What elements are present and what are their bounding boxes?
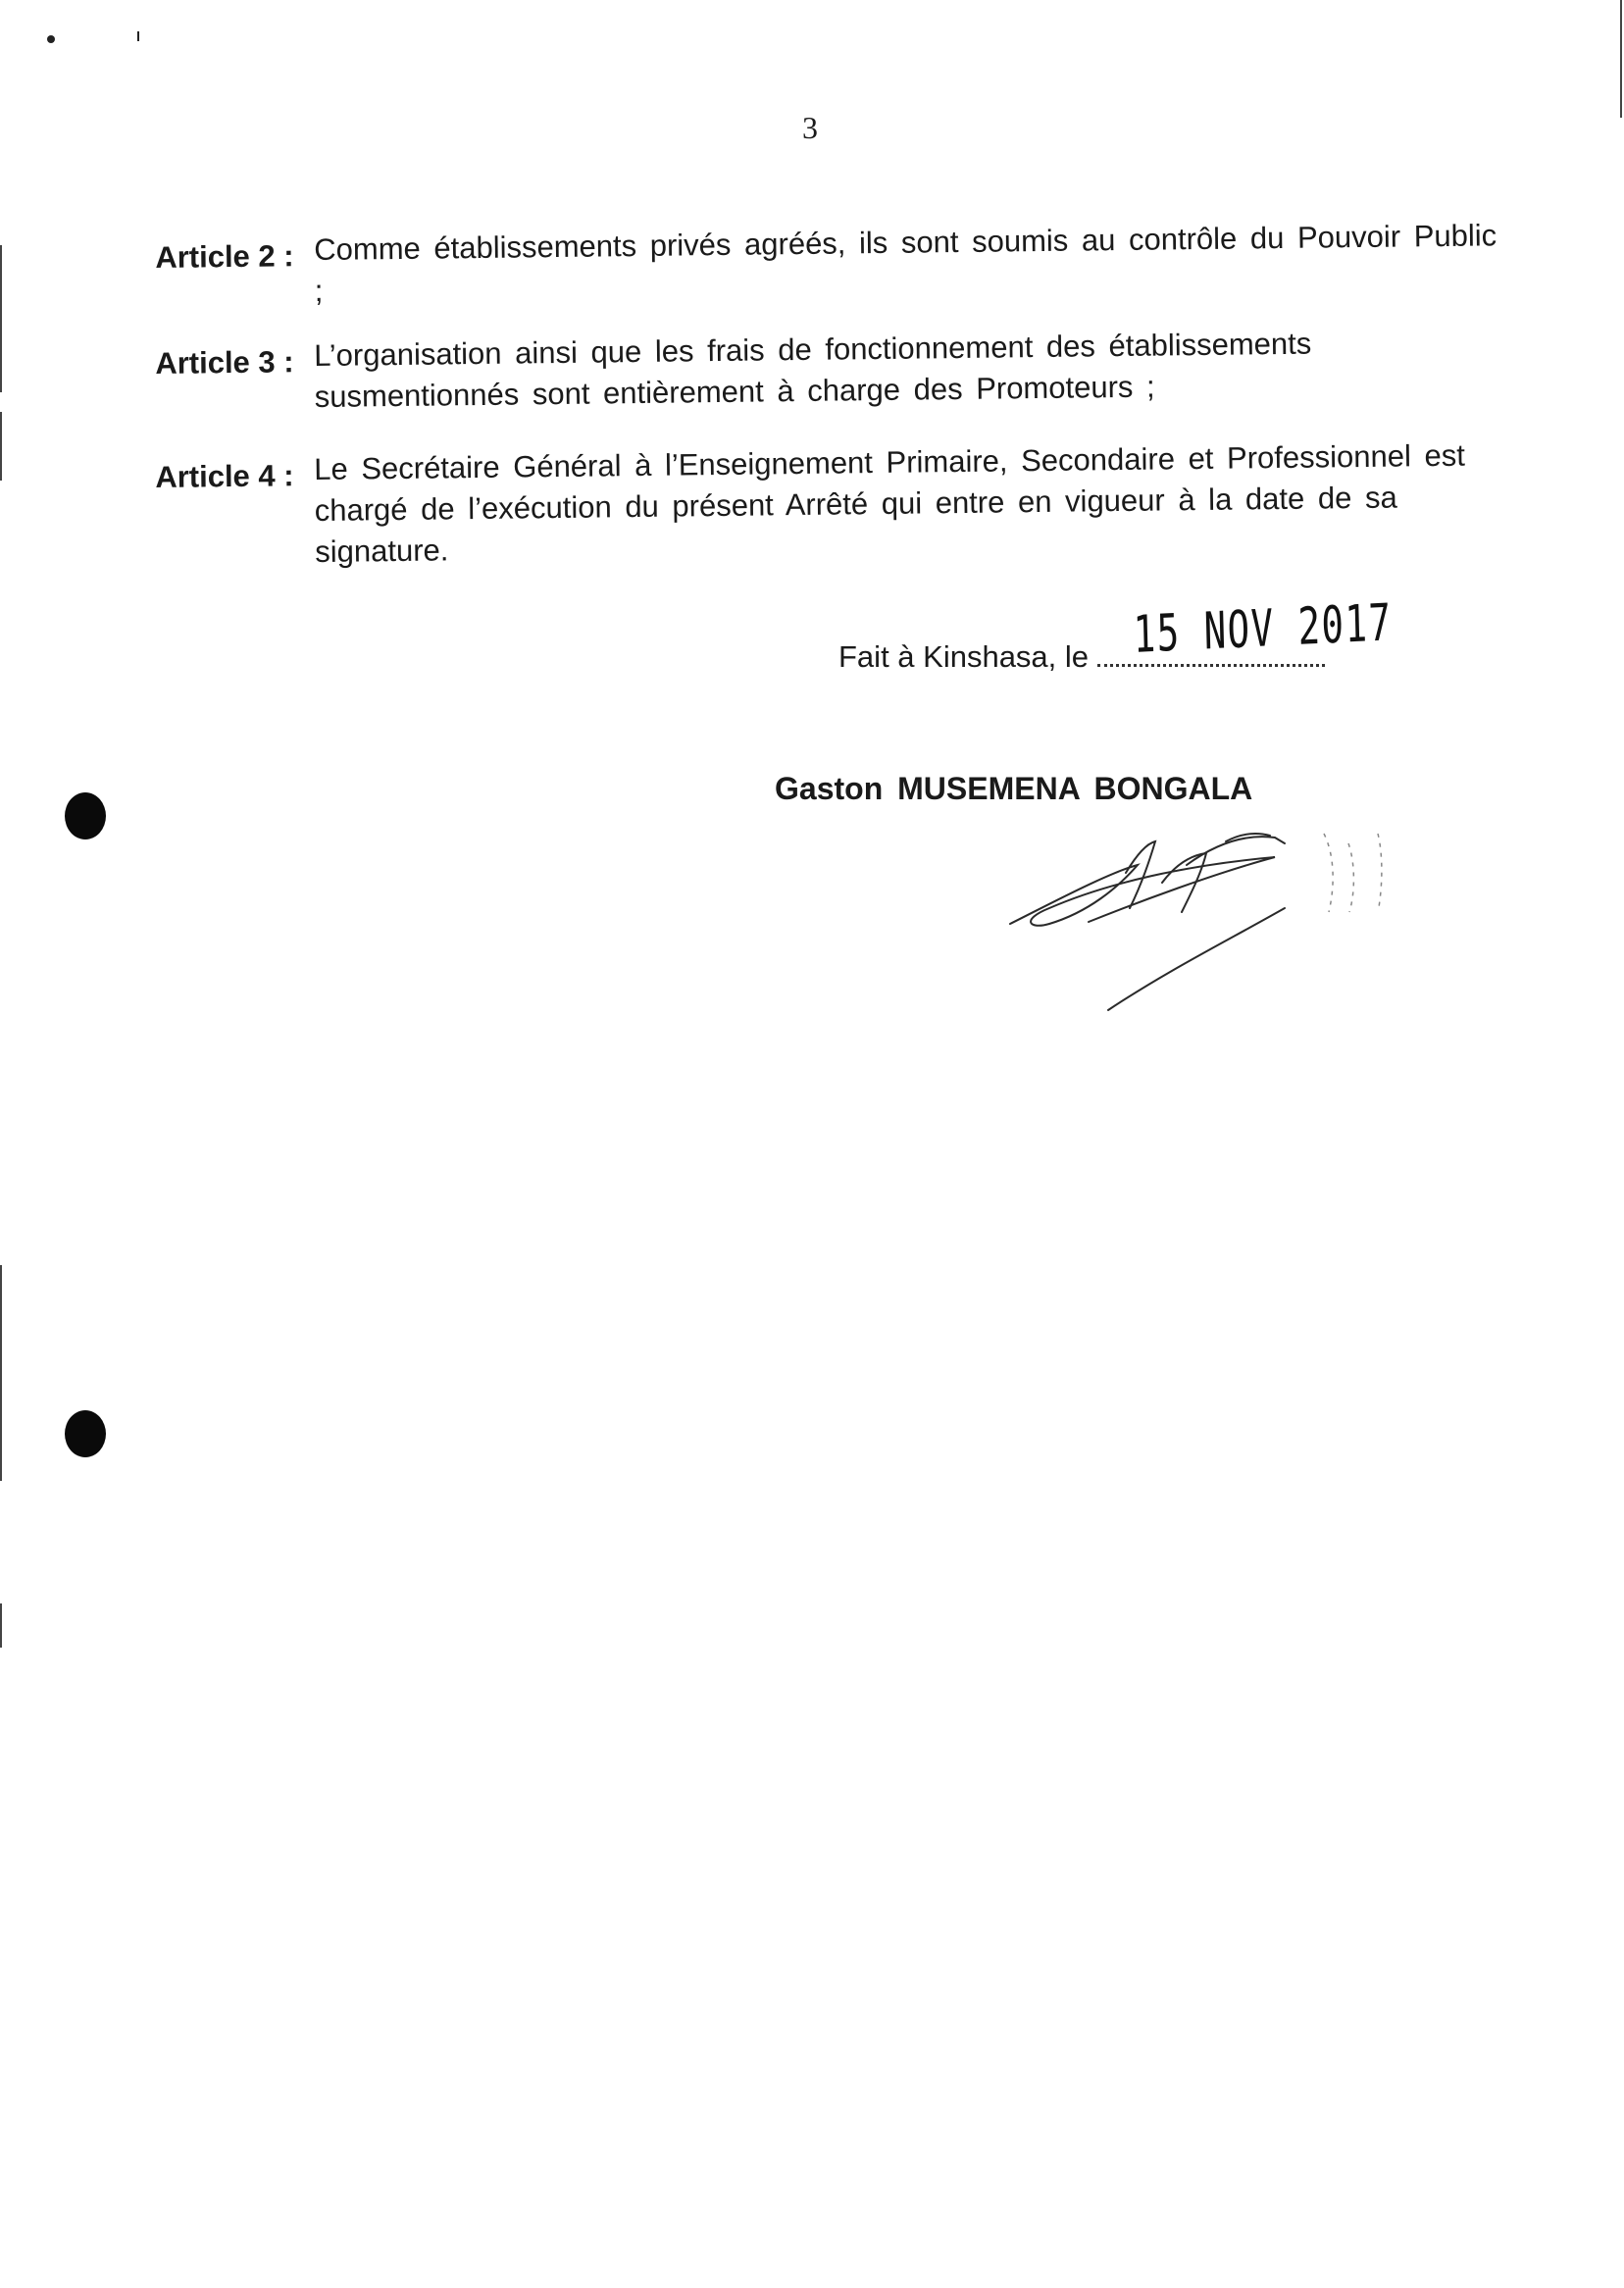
article-text: Le Secrétaire Général à l’Enseignement Primaire, Secondaire et Professionnel est chargé de l’exécution du présent Arrêté qui entre en vigueur à la date de sa signature. — [314, 437, 1466, 570]
article-label: Article 3 : — [155, 344, 294, 381]
signatory-name: Gaston MUSEMENA BONGALA — [775, 771, 1253, 806]
scan-edge-line — [0, 245, 2, 392]
punch-hole — [65, 792, 106, 839]
page-number: 3 — [802, 110, 818, 145]
scan-mark — [47, 35, 55, 43]
article-3 — [155, 321, 1499, 420]
handwritten-signature — [990, 814, 1422, 1030]
scan-edge-line — [1620, 0, 1622, 118]
date-stamp: 15 NOV 2017 — [1133, 593, 1394, 665]
article-2 — [155, 215, 1499, 314]
scan-mark — [137, 31, 139, 41]
article-label: Article 2 : — [155, 238, 294, 275]
article-4 — [155, 434, 1499, 575]
article-text: Comme établissements privés agréés, ils sont soumis au contrôle du Pouvoir Public ; — [314, 218, 1497, 309]
scan-edge-line — [0, 1603, 2, 1648]
scan-edge-line — [0, 1265, 2, 1481]
article-text: L’organisation ainsi que les frais de fonctionnement des établissements susmentionnés sont entièrement à charge des Promoteurs ; — [314, 326, 1312, 415]
place-label: Fait à Kinshasa, le — [838, 639, 1090, 674]
article-label: Article 4 : — [155, 458, 294, 494]
scan-edge-line — [0, 412, 2, 481]
punch-hole — [65, 1410, 106, 1457]
